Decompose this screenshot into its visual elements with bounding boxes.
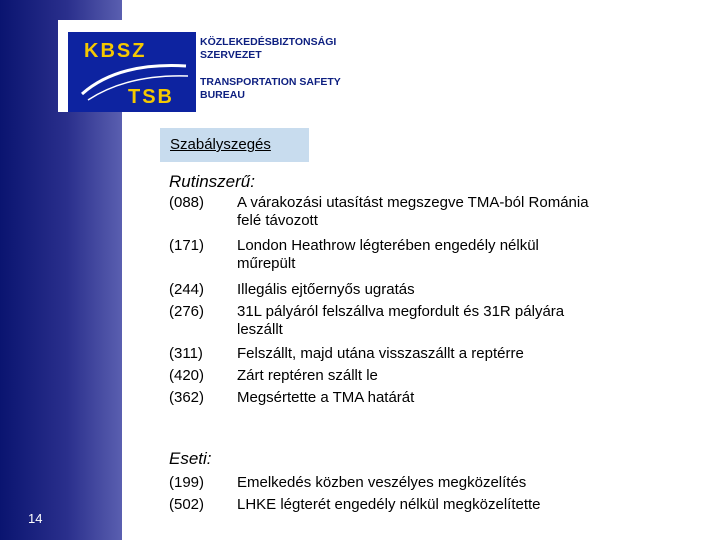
- incident-code: (244): [169, 281, 205, 298]
- incident-code: (502): [169, 496, 205, 513]
- kbsz-tsb-logo: [58, 20, 343, 112]
- incident-description: Megsértette a TMA határát: [237, 389, 415, 406]
- incident-description: Zárt reptéren szállt le: [237, 367, 378, 384]
- incident-description: Emelkedés közben veszélyes megközelítés: [237, 474, 527, 491]
- incident-code: (199): [169, 474, 205, 491]
- incident-description: London Heathrow légterében engedély nélkül műrepült: [237, 237, 539, 272]
- incident-code: (311): [169, 345, 203, 362]
- incident-code: (276): [169, 303, 205, 320]
- logo-name-hu: KÖZLEKEDÉSBIZTONSÁGI SZERVEZET: [200, 36, 337, 61]
- incident-description: LHKE légterét engedély nélkül megközelítette: [237, 496, 541, 513]
- routine-section-title: Rutinszerű:: [169, 172, 255, 191]
- incident-code: (420): [169, 367, 205, 384]
- logo-tsb-text: TSB: [128, 86, 174, 108]
- occasional-section-title: Eseti:: [169, 449, 212, 468]
- incident-description: Illegális ejtőernyős ugratás: [237, 281, 415, 298]
- logo-badge: [68, 32, 196, 112]
- slide-heading: Szabályszegés: [160, 128, 309, 162]
- incident-description: A várakozási utasítást megszegve TMA-ból Románia felé távozott: [237, 194, 589, 229]
- logo-name-en: TRANSPORTATION SAFETY BUREAU: [200, 76, 341, 101]
- page-number: 14: [28, 511, 43, 526]
- incident-description: Felszállt, majd utána visszaszállt a reptérre: [237, 345, 524, 362]
- incident-code: (171): [169, 237, 205, 254]
- incident-code: (362): [169, 389, 205, 406]
- incident-code: (088): [169, 194, 205, 211]
- incident-description: 31L pályáról felszállva megfordult és 31R pályára leszállt: [237, 303, 565, 338]
- logo-kbsz-text: KBSZ: [84, 40, 147, 62]
